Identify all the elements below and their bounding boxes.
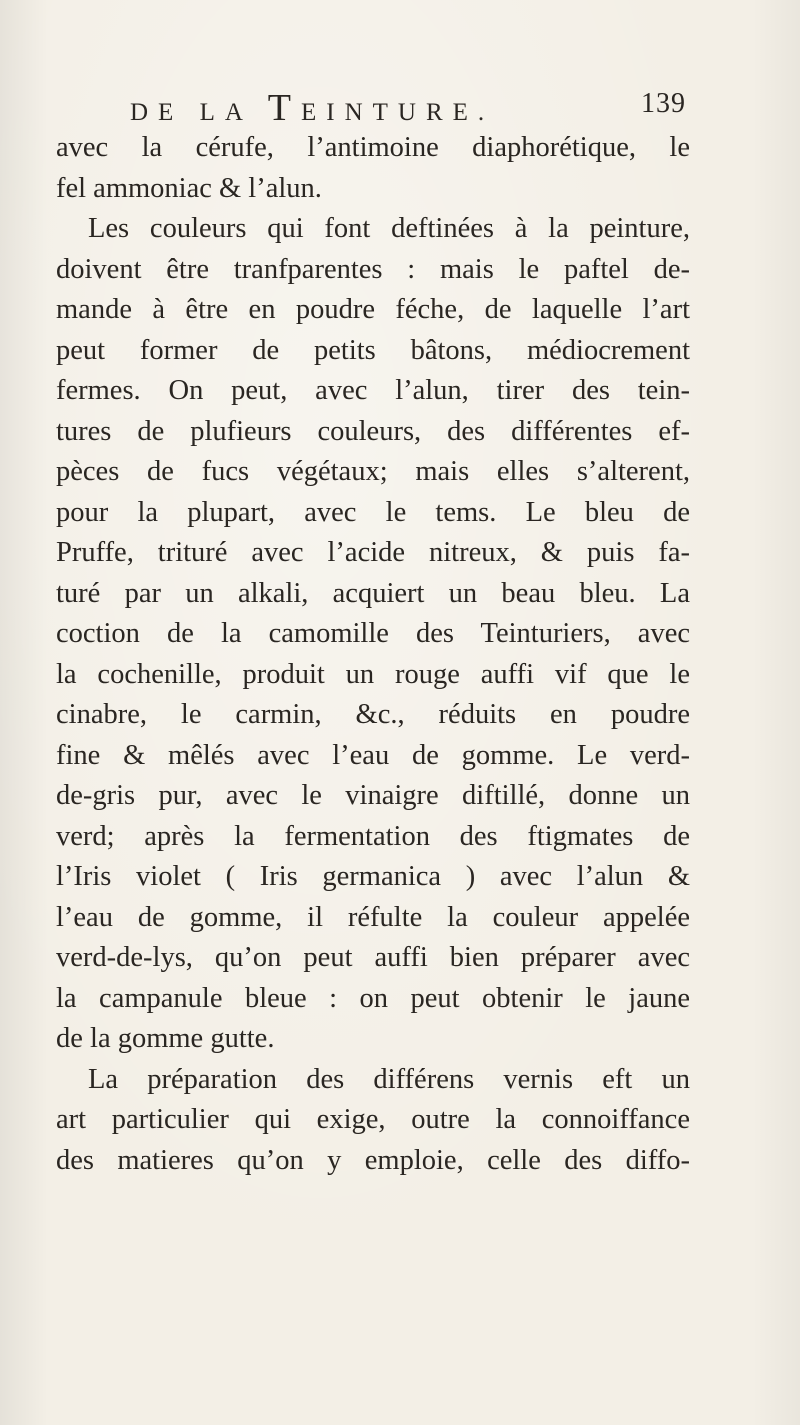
text-line: cinabre, le carmin, &c., réduits en poudre <box>56 699 690 730</box>
text-line: avec la cérufe, l’antimoine diaphorétique, le <box>56 132 690 163</box>
text-line: Pruffe, trituré avec l’acide nitreux, & puis fa- <box>56 537 690 568</box>
running-head <box>130 78 686 129</box>
text-line: la campanule bleue : on peut obtenir le jaune <box>56 982 690 1014</box>
body-text <box>56 128 690 1181</box>
text-line: pèces de fucs végétaux; mais elles s’alterent, <box>56 456 690 487</box>
text-line: tures de plufieurs couleurs, des différentes ef- <box>56 415 690 447</box>
text-line: peut former de petits bâtons, médiocrement <box>56 334 690 366</box>
text-line: verd-de-lys, qu’on peut auffi bien préparer avec <box>56 942 690 973</box>
text-line: La préparation des différens vernis eft un <box>88 1063 690 1095</box>
text-line: doivent être tranfparentes : mais le paftel de- <box>56 253 690 285</box>
text-line: Les couleurs qui font deftinées à la peinture, <box>88 213 690 244</box>
running-head-title <box>130 86 494 130</box>
text-line: mande à être en poudre féche, de laquelle l’art <box>56 294 690 325</box>
text-line: de la gomme gutte. <box>56 1023 275 1054</box>
text-line: fel ammoniac & l’alun. <box>56 172 322 204</box>
running-head-initial: T <box>267 87 301 129</box>
page-number: 139 <box>641 88 686 119</box>
text-line: l’Iris violet ( Iris germanica ) avec l’alun & <box>56 861 690 892</box>
text-line: art particulier qui exige, outre la connoiffance <box>56 1104 690 1135</box>
text-line: fine & mêlés avec l’eau de gomme. Le verd- <box>56 739 690 771</box>
text-line: verd; après la fermentation des ftigmates de <box>56 820 690 852</box>
running-head-rest: EINTURE. <box>301 99 495 126</box>
text-line: fermes. On peut, avec l’alun, tirer des tein- <box>56 375 690 406</box>
text-line: turé par un alkali, acquiert un beau bleu. La <box>56 577 690 609</box>
text-line: de-gris pur, avec le vinaigre diftillé, donne un <box>56 780 690 811</box>
text-line: coction de la camomille des Teinturiers, avec <box>56 618 690 649</box>
text-line: des matieres qu’on y emploie, celle des diffo- <box>56 1144 690 1176</box>
running-head-prefix: DE LA <box>130 99 268 126</box>
text-line: l’eau de gomme, il réfulte la couleur appelée <box>56 901 690 933</box>
text-line: pour la plupart, avec le tems. Le bleu de <box>56 496 690 528</box>
text-line: la cochenille, produit un rouge auffi vif que le <box>56 658 690 690</box>
